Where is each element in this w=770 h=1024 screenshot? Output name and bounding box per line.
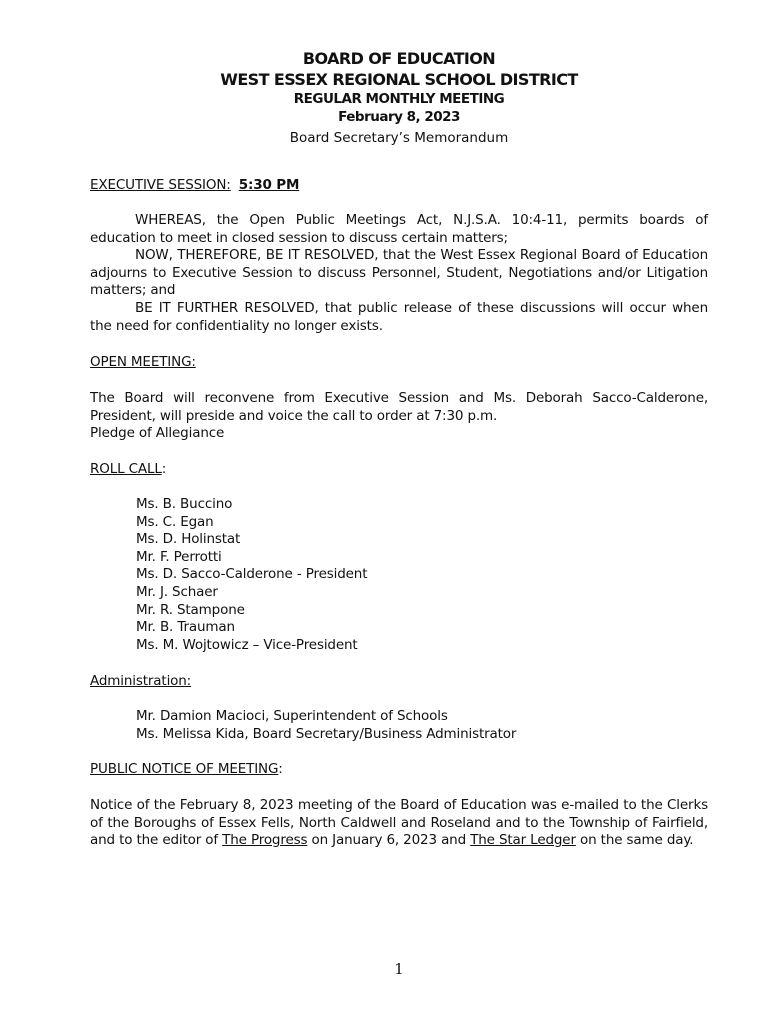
open-meeting-section	[90, 390, 708, 443]
district-title: WEST ESSEX REGIONAL SCHOOL DISTRICT	[220, 70, 578, 89]
list-item: Ms. D. Holinstat	[136, 531, 241, 548]
now-therefore-paragraph: NOW, THEREFORE, BE IT RESOLVED, that the West Essex Regional Board of Education adjourns to Executive Session to discuss Personnel, Student, Negotiations and/or Litigation matters; and	[90, 247, 708, 299]
meeting-type: REGULAR MONTHLY MEETING	[293, 91, 505, 107]
roll-call-colon: :	[161, 461, 167, 477]
list-item: Mr. Damion Macioci, Superintendent of Schools	[136, 708, 448, 724]
meeting-date: February 8, 2023	[338, 109, 460, 125]
memo-subtitle: Board Secretary’s Memorandum	[289, 130, 509, 146]
executive-session-resolution	[90, 212, 708, 335]
list-item: Mr. F. Perrotti	[136, 548, 222, 565]
roll-call-list	[90, 496, 708, 654]
list-item: Ms. C. Egan	[136, 513, 214, 530]
open-meeting-heading	[90, 354, 708, 372]
notice-text-part2: on January 6, 2023 and	[307, 832, 471, 849]
list-item: Ms. M. Wojtowicz – Vice-President	[136, 636, 358, 653]
document-header	[0, 48, 770, 148]
list-item: Ms. Melissa Kida, Board Secretary/Business Administrator	[136, 725, 517, 742]
further-resolved-paragraph: BE IT FURTHER RESOLVED, that public release of these discussions will occur when the need for confidentiality no longer exists.	[90, 299, 708, 334]
open-meeting-label: OPEN MEETING:	[90, 354, 196, 370]
administration-heading	[90, 673, 708, 691]
roll-call-list-container	[90, 496, 708, 654]
public-notice-section	[90, 797, 708, 850]
public-notice-text	[90, 797, 708, 850]
open-meeting-text: The Board will reconvene from Executive Session and Ms. Deborah Sacco-Calderone, President, will preside and voice the call to order at 7:30 p.m.	[90, 390, 708, 424]
pledge-text: Pledge of Allegiance	[90, 425, 225, 442]
roll-call-heading	[90, 461, 708, 479]
page-number: 1	[394, 960, 404, 978]
executive-session-label: EXECUTIVE SESSION:	[90, 177, 231, 193]
executive-session-heading	[90, 177, 708, 195]
administration-label: Administration:	[90, 673, 192, 689]
newspaper-progress: The Progress	[222, 832, 308, 849]
public-notice-heading	[90, 761, 708, 779]
list-item: Ms. D. Sacco-Calderone - President	[136, 566, 368, 583]
public-notice-label: PUBLIC NOTICE OF MEETING	[90, 761, 279, 777]
board-title: BOARD OF EDUCATION	[302, 49, 496, 68]
notice-text-part1: Notice of the February 8, 2023 meeting of the Board of Education was e-mailed to the Clerks of the Boroughs of Essex Fells, North Caldwell and Roseland and to the Township of Fairfield, and to the editor of	[90, 797, 708, 849]
whereas-paragraph: WHEREAS, the Open Public Meetings Act, N.J.S.A. 10:4-11, permits boards of education to meet in closed session to discuss certain matters;	[90, 212, 708, 246]
list-item: Mr. B. Trauman	[136, 619, 235, 636]
administration-list-container	[90, 708, 708, 743]
newspaper-star-ledger: The Star Ledger	[470, 832, 576, 849]
notice-text-part3: on the same day.	[575, 832, 694, 849]
list-item: Ms. B. Buccino	[136, 496, 233, 512]
list-item: Mr. J. Schaer	[136, 583, 218, 600]
administration-list	[90, 708, 708, 743]
list-item: Mr. R. Stampone	[136, 601, 245, 618]
public-notice-colon: :	[278, 761, 283, 777]
executive-session-time: 5:30 PM	[238, 177, 300, 193]
roll-call-label: ROLL CALL	[90, 461, 162, 477]
